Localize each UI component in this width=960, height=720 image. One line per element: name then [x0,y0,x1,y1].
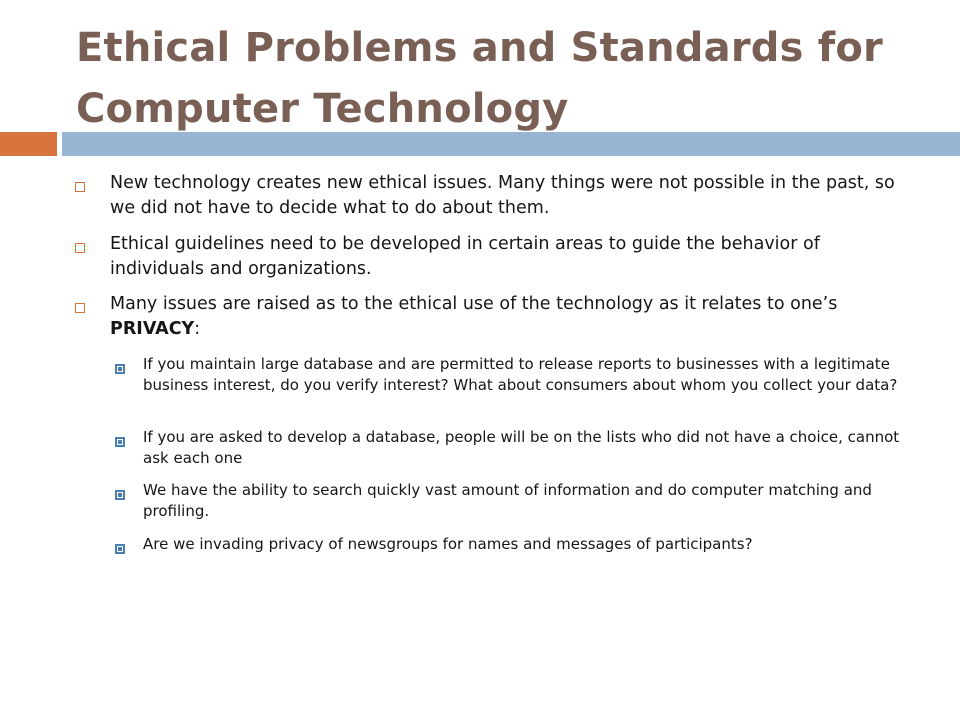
filled-square-bullet-icon [115,490,125,500]
subbullet-search-matching: We have the ability to search quickly vast amount of information and do computer matching and profiling. [143,481,872,520]
slide-title: Ethical Problems and Standards for Computer Technology [76,25,883,132]
hollow-square-bullet-icon [75,243,85,253]
title-rule-bar [62,132,960,156]
subbullet-newsgroups-privacy: Are we invading privacy of newsgroups for names and messages of participants? [143,535,753,553]
title-accent-bar [0,132,57,156]
subbullet-develop-database: If you are asked to develop a database, people will be on the lists who did not have a choice, cannot ask each one [143,428,900,467]
privacy-emphasis: PRIVACY [110,319,195,339]
bullet-privacy-text: Many issues are raised as to the ethical use of the technology as it relates to one’s [110,294,838,314]
bullet-privacy-colon: : [194,319,201,339]
subbullet-large-database: If you maintain large database and are permitted to release reports to businesses with a legitimate business interest, do you verify interest? What about consumers about whom you collect your data? [143,355,898,394]
bullet-privacy-issues [110,292,905,342]
bullet-new-technology: New technology creates new ethical issues. Many things were not possible in the past, so we did not have to decide what to do about them. [110,173,895,218]
filled-square-bullet-icon [115,364,125,374]
filled-square-bullet-icon [115,544,125,554]
filled-square-bullet-icon [115,437,125,447]
hollow-square-bullet-icon [75,182,85,192]
bullet-ethical-guidelines: Ethical guidelines need to be developed in certain areas to guide the behavior of individuals and organizations. [110,234,820,279]
hollow-square-bullet-icon [75,303,85,313]
